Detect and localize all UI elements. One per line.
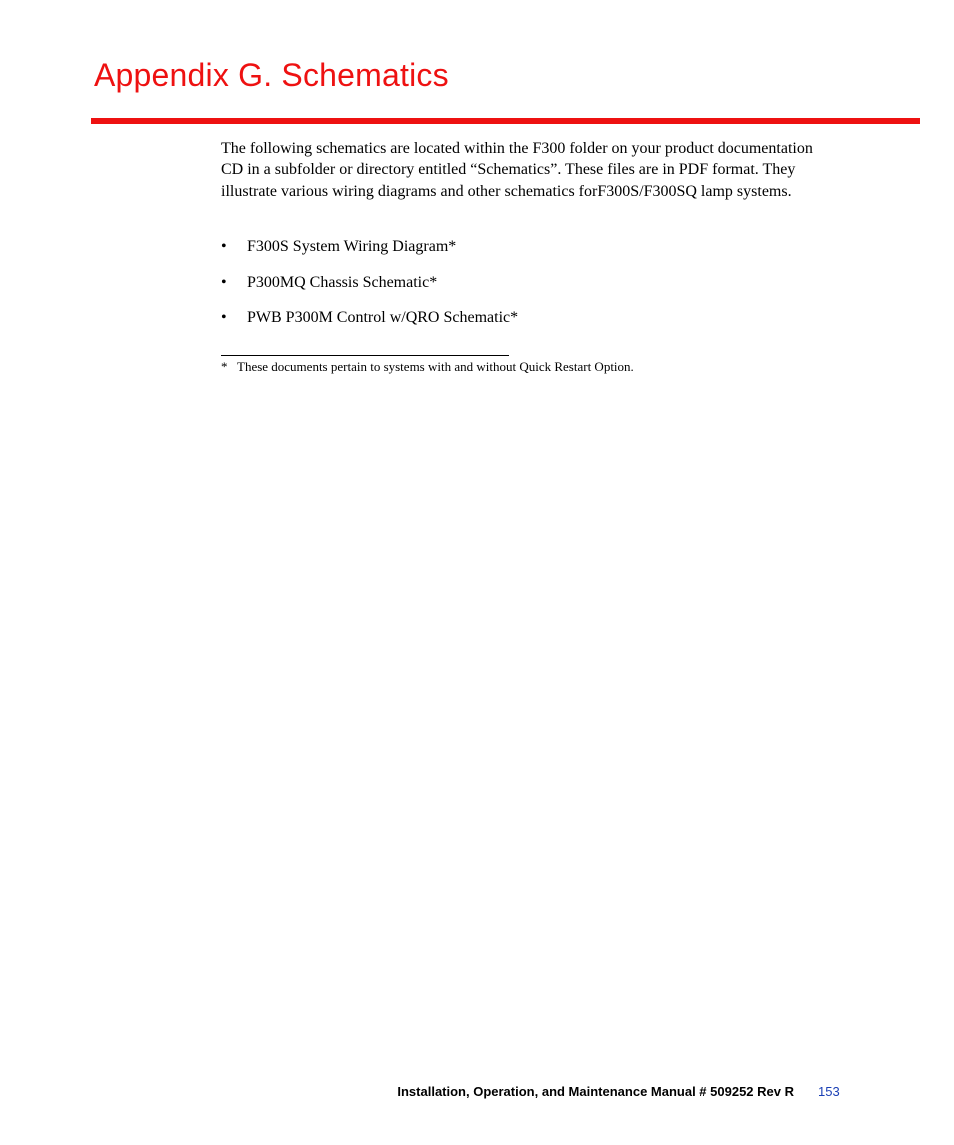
footnote-separator: [221, 355, 509, 356]
title-rule: [91, 118, 920, 124]
footnote: [221, 358, 634, 376]
list-item: [221, 236, 518, 258]
list-item-text: P300MQ Chassis Schematic*: [247, 273, 438, 291]
footnote-mark: *: [221, 359, 228, 374]
bullet-icon: •: [221, 309, 227, 326]
schematics-list: [221, 236, 518, 343]
page-title: Appendix G. Schematics: [94, 57, 449, 93]
intro-paragraph: The following schematics are located within the F300 folder on your product documentation CD in a subfolder or directory entitled “Schematics”. These files are in PDF format. They illustrate various wiring diagrams and other schematics forF300S/F300SQ lamp systems.: [221, 140, 813, 200]
list-item-text: F300S System Wiring Diagram*: [247, 238, 457, 255]
footer-manual-title: Installation, Operation, and Maintenance Manual # 509252 Rev R: [397, 1084, 794, 1099]
bullet-icon: •: [221, 238, 227, 255]
bullet-icon: •: [221, 273, 227, 291]
footnote-text: These documents pertain to systems with and without Quick Restart Option.: [237, 359, 634, 374]
list-item-text: PWB P300M Control w/QRO Schematic*: [247, 309, 519, 326]
page-number: 153: [818, 1084, 840, 1099]
list-item: [221, 272, 518, 294]
page-footer: [0, 1082, 954, 1102]
list-item: [221, 307, 518, 329]
